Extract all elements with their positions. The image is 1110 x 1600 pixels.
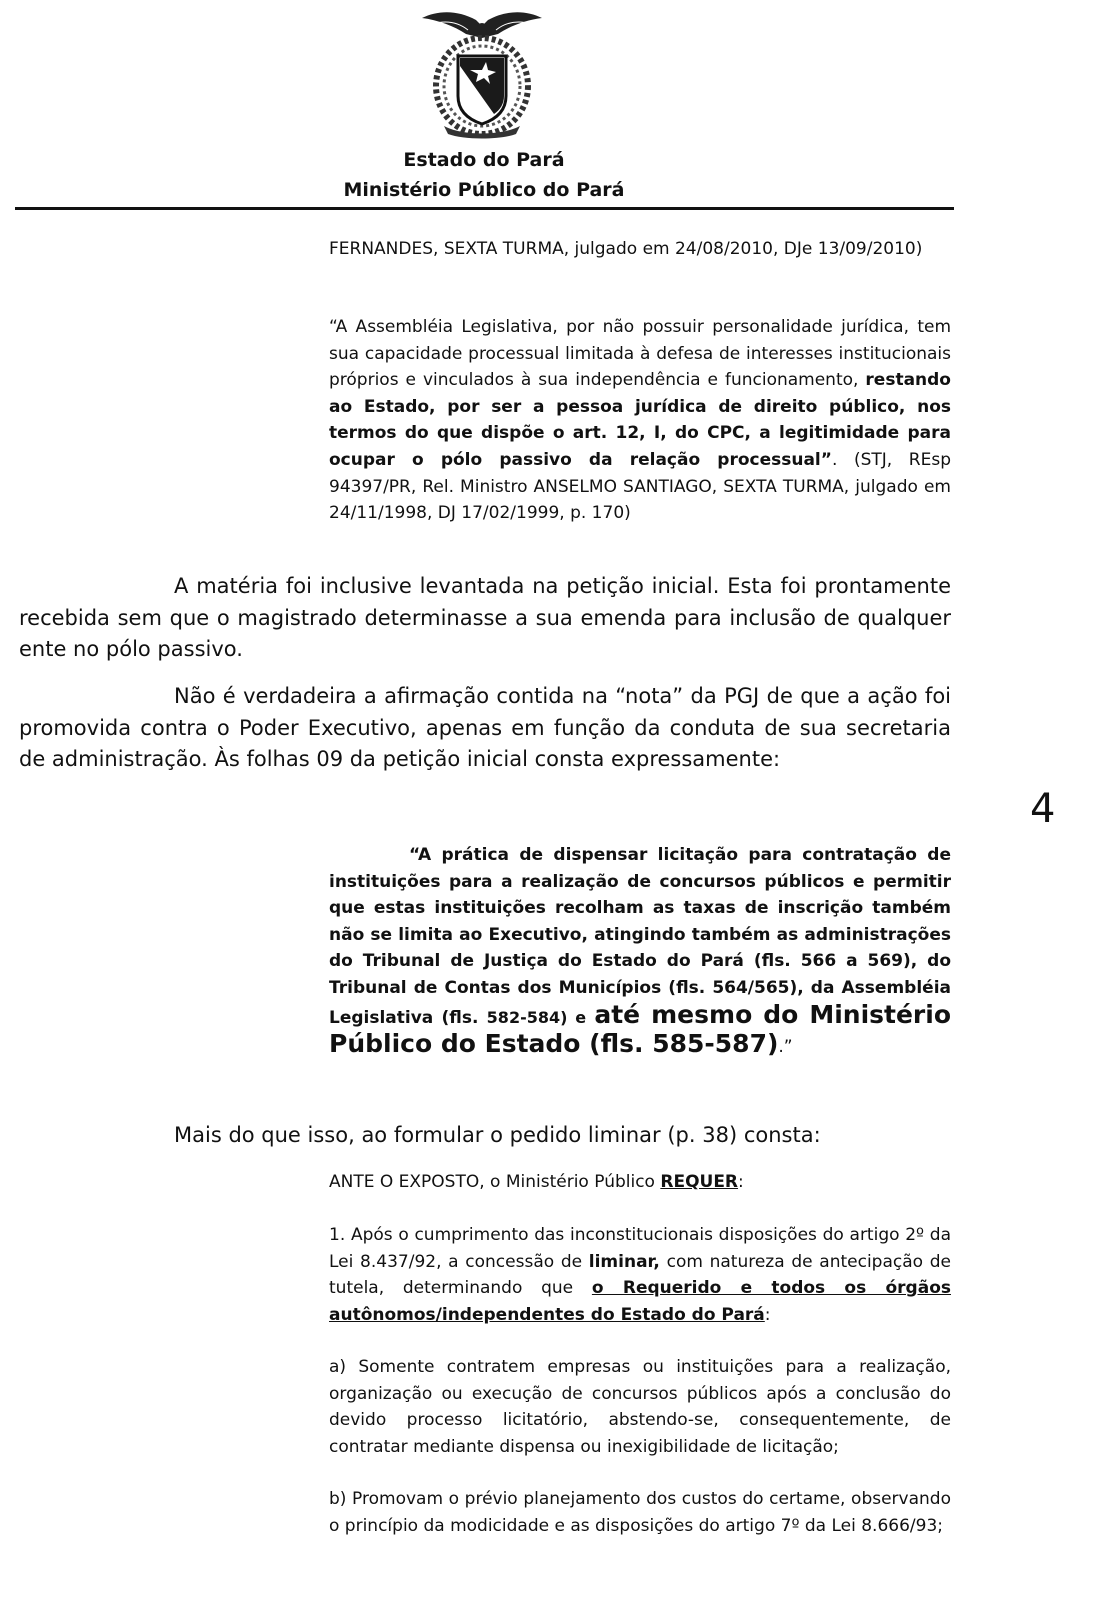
state-coat-of-arms	[418, 4, 546, 142]
request-intro	[329, 1169, 951, 1196]
request-item-a	[329, 1354, 951, 1460]
request-item-1-underlined: o Requerido e todos os órgãos autônomos/independentes do Estado do Pará	[329, 1278, 951, 1325]
header-institution-name: Ministério Público do Pará	[343, 179, 625, 201]
stj-quote-reference: . (STJ, REsp 94397/PR, Rel. Ministro ANSELMO SANTIAGO, SEXTA TURMA, julgado em 24/11/1998, DJ 17/02/1999, p. 170)	[329, 449, 952, 524]
stj-quote	[329, 314, 951, 527]
petition-quote-emphasis: até mesmo do Ministério Público do Estado (fls. 585-587)	[329, 999, 951, 1059]
request-item-1-colon: :	[764, 1304, 771, 1325]
petition-quote	[329, 842, 951, 1061]
request-intro-colon: :	[738, 1172, 744, 1192]
paragraph-initial-petition-text: A matéria foi inclusive levantada na petição inicial. Esta foi prontamente recebida sem que o magistrado determinasse a sua emenda para inclusão de qualquer ente no pólo passivo.	[19, 574, 951, 661]
petition-quote-end: .”	[778, 1037, 793, 1058]
petition-quote-text: “A prática de dispensar licitação para contratação de instituições para a realização de concursos públicos e permitir que estas instituições recolham as taxas de inscrição também não se limita ao Executivo, atingindo também as administrações do Tribunal de Justiça do Estado do Pará (fls. 566 a 569), do Tribunal de Contas dos Municípios (fls. 564/565), da Assembléia Legislativa (fls.	[329, 845, 951, 1028]
request-item-1-liminar: liminar,	[588, 1251, 660, 1272]
header-divider	[15, 207, 954, 210]
request-requer: REQUER	[660, 1172, 739, 1192]
paragraph-pgj-note-text: Não é verdadeira a afirmação contida na “nota” da PGJ de que a ação foi promovida contra o Poder Executivo, apenas em função da conduta de sua secretaria de administração. Às folhas 09 da petição inicial consta expressamente:	[19, 684, 951, 771]
request-intro-text: ANTE O EXPOSTO, o Ministério Público	[329, 1172, 661, 1192]
request-item-1-text-2: com natureza de antecipação de tutela, determinando que	[329, 1251, 951, 1299]
paragraph-initial-petition	[19, 571, 951, 666]
paragraph-liminar-request-text: Mais do que isso, ao formular o pedido liminar (p. 38) consta:	[174, 1123, 821, 1147]
request-item-1	[329, 1222, 951, 1328]
page-number: 4	[1030, 786, 1056, 832]
paragraph-pgj-note	[19, 681, 951, 776]
petition-quote-small-text: 582-584) e	[486, 1007, 587, 1027]
citation-tail-text: FERNANDES, SEXTA TURMA, julgado em 24/08/2010, DJe 13/09/2010)	[329, 239, 923, 259]
request-item-b	[329, 1486, 951, 1539]
request-item-a-text: a) Somente contratem empresas ou instituições para a realização, organização ou execução de concursos públicos após a conclusão do devido processo licitatório, abstendo-se, consequentemente, de contratar mediante dispensa ou inexigibilidade de licitação;	[329, 1357, 951, 1457]
request-item-b-text: b) Promovam o prévio planejamento dos custos do certame, observando o princípio da modicidade e as disposições do artigo 7º da Lei 8.666/93;	[329, 1489, 951, 1536]
citation-tail	[329, 236, 951, 263]
stj-quote-text: “A Assembléia Legislativa, por não possuir personalidade jurídica, tem sua capacidade processual limitada à defesa de interesses institucionais próprios e vinculados à sua independência e funcionamento,	[329, 317, 951, 391]
request-item-1-text: 1. Após o cumprimento das inconstitucionais disposições do artigo 2º da Lei 8.437/92, a concessão de	[329, 1225, 951, 1272]
stj-quote-bold-text: restando ao Estado, por ser a pessoa jurídica de direito público, nos termos do que dispõe o art. 12, I, do CPC, a legitimidade para ocupar o pólo passivo da relação processual”	[329, 370, 951, 470]
header-state-name: Estado do Pará	[403, 149, 565, 171]
paragraph-liminar-request	[19, 1120, 951, 1152]
